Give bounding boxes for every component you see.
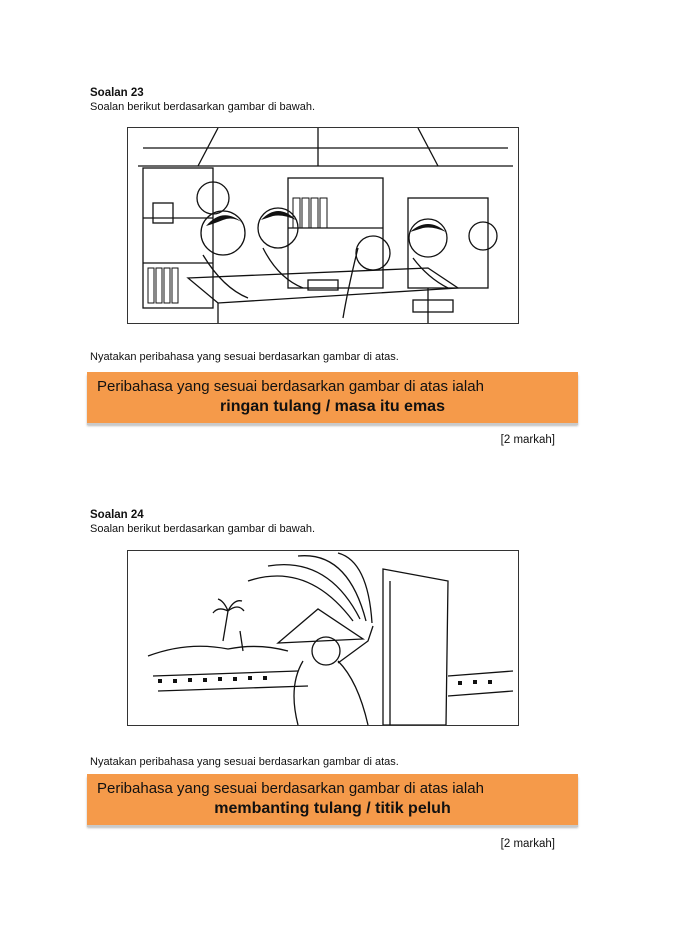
question-subtitle: Soalan berikut berdasarkan gambar di bawah. <box>90 101 316 113</box>
answer-text: ringan tulang / masa itu emas <box>220 398 445 415</box>
answer-text: membanting tulang / titik peluh <box>214 800 451 817</box>
marks-label: [2 markah] <box>500 838 555 850</box>
question-title: Soalan 23 <box>90 87 144 99</box>
question-24-header <box>90 508 580 536</box>
question-subtitle: Soalan berikut berdasarkan gambar di bawah. <box>90 523 316 535</box>
answer-intro: Peribahasa yang sesuai berdasarkan gambar di atas ialah <box>97 378 484 395</box>
marks-label: [2 markah] <box>500 434 555 446</box>
answer-intro: Peribahasa yang sesuai berdasarkan gambar di atas ialah <box>97 780 484 797</box>
farmer-drawing <box>128 551 518 725</box>
farmer-harvest-illustration <box>127 550 519 726</box>
instruction-text: Nyatakan peribahasa yang sesuai berdasarkan gambar di atas. <box>90 756 399 768</box>
question-23-header <box>90 86 580 114</box>
library-drawing <box>128 128 518 323</box>
instruction-text: Nyatakan peribahasa yang sesuai berdasarkan gambar di atas. <box>90 351 399 363</box>
answer-box <box>87 774 578 825</box>
answer-box <box>87 372 578 423</box>
question-title: Soalan 24 <box>90 509 144 521</box>
library-scene-illustration <box>127 127 519 324</box>
